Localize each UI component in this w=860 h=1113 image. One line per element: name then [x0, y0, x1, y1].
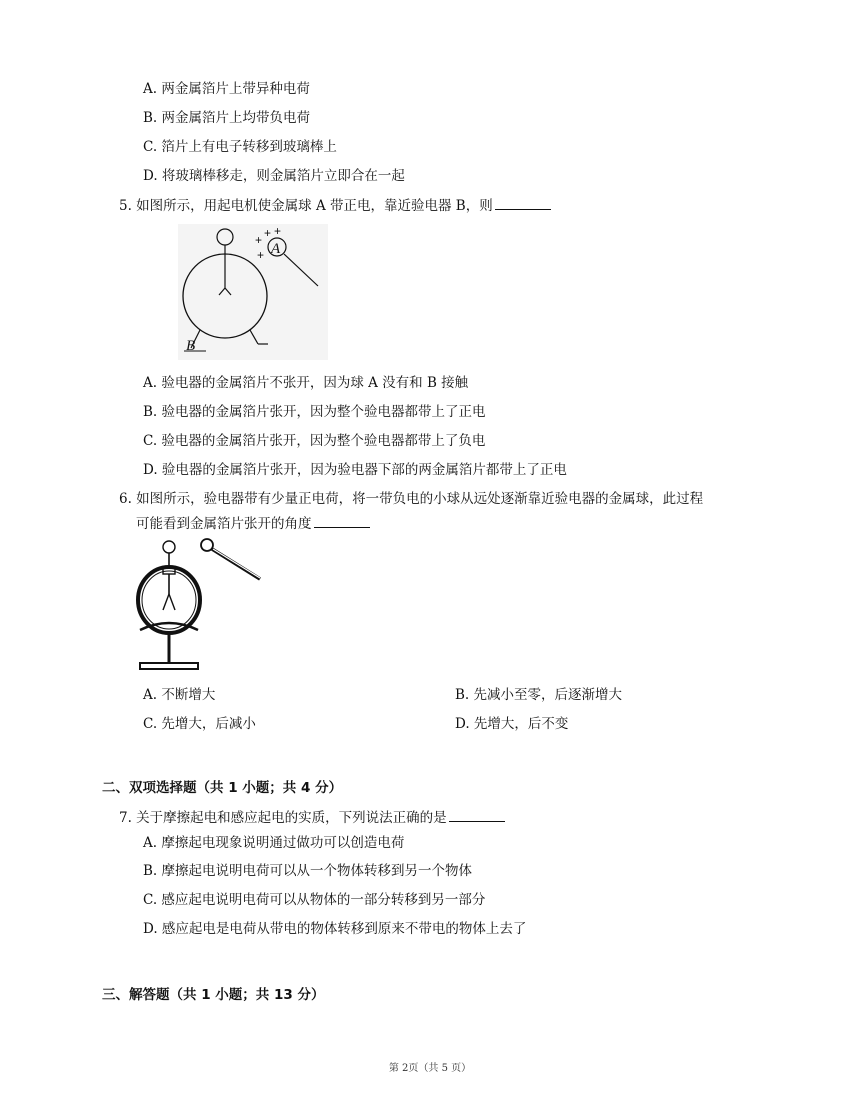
stand-base: [140, 663, 198, 669]
svg-text:+: +: [255, 233, 263, 247]
foil-left: [163, 594, 169, 610]
q6-answer-blank: [314, 515, 370, 528]
q7-option-a: A. 摩擦起电现象说明通过做功可以创造电荷: [143, 835, 405, 851]
q7-stem-text: 7. 关于摩擦起电和感应起电的实质，下列说法正确的是: [119, 810, 447, 826]
q5-stem-text: 5. 如图所示，用起电机使金属球 A 带正电，靠近验电器 B，则: [119, 198, 493, 214]
q7-option-b: B. 摩擦起电说明电荷可以从一个物体转移到另一个物体: [143, 863, 473, 879]
q5-option-a: A. 验电器的金属箔片不张开，因为球 A 没有和 B 接触: [143, 375, 469, 391]
electroscope-knob: [163, 541, 175, 553]
q5-answer-blank: [495, 197, 551, 210]
section-3-heading: 三、解答题（共 1 小题；共 13 分）: [102, 987, 325, 1003]
q6-stem-line2: [136, 515, 370, 533]
q6-option-a: A. 不断增大: [143, 687, 216, 703]
q5-option-c: C. 验电器的金属箔片张开，因为整个验电器都带上了负电: [143, 433, 486, 449]
q7-option-d: D. 感应起电是电荷从带电的物体转移到原来不带电的物体上去了: [143, 921, 527, 937]
label-a: A: [271, 241, 281, 257]
q6-stem-text: 可能看到金属箔片张开的角度: [136, 516, 312, 532]
svg-text:+: +: [257, 248, 265, 262]
q7-answer-blank: [449, 809, 505, 822]
q6-stem-line1: 6. 如图所示，验电器带有少量正电荷，将一带负电的小球从远处逐渐靠近验电器的金属球，此过程: [119, 491, 704, 507]
q4-option-d: D. 将玻璃棒移走，则金属箔片立即合在一起: [143, 168, 405, 184]
page-footer: 第 2页（共 5 页）: [388, 1063, 472, 1074]
q6-option-c: C. 先增大，后减小: [143, 716, 256, 732]
q6-option-b: B. 先减小至零，后逐渐增大: [455, 687, 623, 703]
q5-electroscope-figure: [178, 224, 328, 360]
charged-ball: [201, 539, 213, 551]
q5-option-d: D. 验电器的金属箔片张开，因为验电器下部的两金属箔片都带上了正电: [143, 462, 567, 478]
q7-option-c: C. 感应起电说明电荷可以从物体的一部分转移到另一部分: [143, 892, 486, 908]
q5-option-b: B. 验电器的金属箔片张开，因为整个验电器都带上了正电: [143, 404, 486, 420]
foil-right: [169, 594, 175, 610]
svg-text:+: +: [274, 224, 282, 238]
q6-option-d: D. 先增大，后不变: [455, 716, 569, 732]
q4-option-a: A. 两金属箔片上带异种电荷: [143, 81, 310, 97]
q7-stem: [119, 809, 505, 827]
label-b: B: [186, 338, 196, 354]
svg-text:+: +: [264, 226, 272, 240]
q4-option-c: C. 箔片上有电子转移到玻璃棒上: [143, 139, 337, 155]
q5-stem: [119, 197, 551, 215]
q4-option-b: B. 两金属箔片上均带负电荷: [143, 110, 311, 126]
section-2-heading: 二、双项选择题（共 1 小题；共 4 分）: [102, 780, 343, 796]
q6-electroscope-figure: [134, 536, 266, 678]
